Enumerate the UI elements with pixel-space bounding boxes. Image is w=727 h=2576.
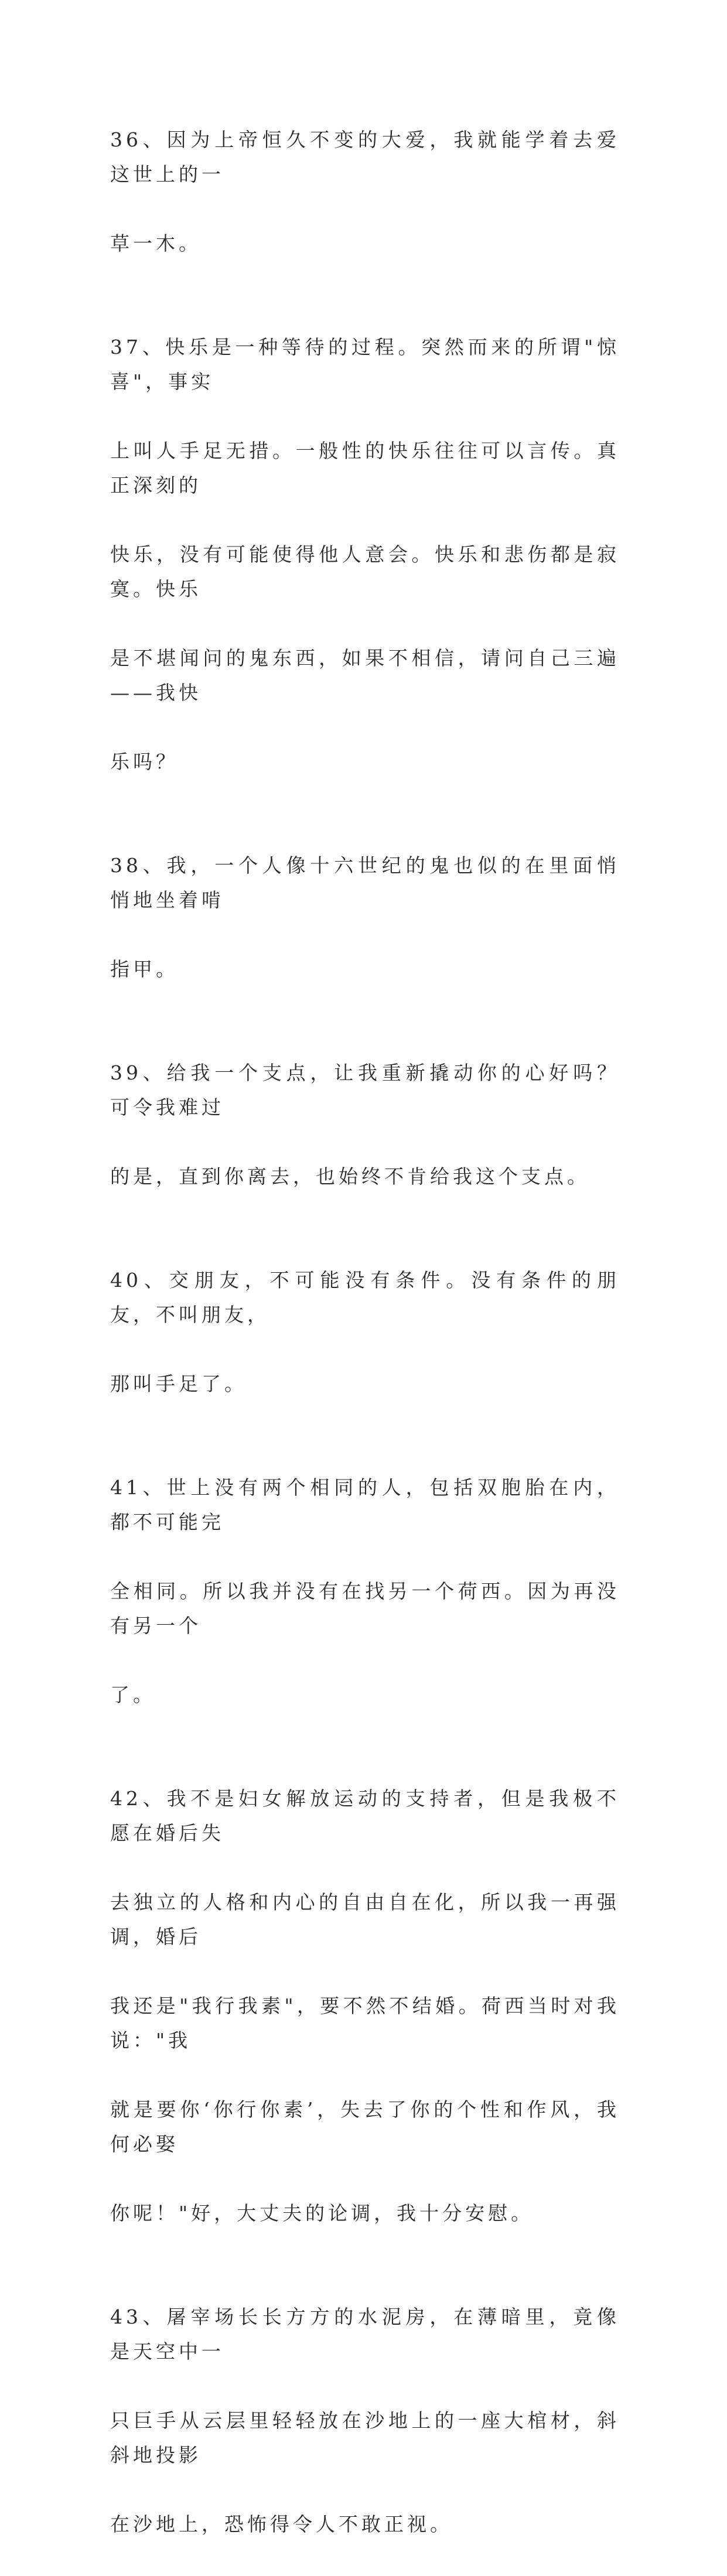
text-line: 我还是"我行我素"，要不然不结婚。荷西当时对我说："我: [110, 1994, 620, 2052]
paragraph-36: [110, 88, 620, 295]
paragraph-41: [110, 1436, 620, 1747]
text-line: 39、给我一个支点，让我重新撬动你的心好吗？可令我难过: [110, 1061, 620, 1119]
text-line: 在沙地上，恐怖得令人不敢正视。: [110, 2513, 453, 2536]
text-line: 草一木。: [110, 232, 202, 255]
paragraph-38: [110, 814, 620, 1021]
paragraph-42: [110, 1747, 620, 2265]
paragraph-39: [110, 1021, 620, 1228]
text-line: 40、交朋友，不可能没有条件。没有条件的朋友，不叫朋友，: [110, 1269, 620, 1326]
text-line: 37、快乐是一种等待的过程。突然而来的所谓"惊喜"，事实: [110, 336, 620, 393]
text-line: 只巨手从云层里轻轻放在沙地上的一座大棺材，斜斜地投影: [110, 2409, 620, 2466]
paragraph-43: [110, 2265, 620, 2576]
text-line: 全相同。所以我并没有在找另一个荷西。因为再没有另一个: [110, 1580, 620, 1637]
text-line: 43、屠宰场长长方方的水泥房，在薄暗里，竟像是天空中一: [110, 2305, 620, 2363]
text-line: 41、世上没有两个相同的人，包括双胞胎在内，都不可能完: [110, 1476, 620, 1533]
text-line: 了。: [110, 1683, 156, 1706]
text-line: 去独立的人格和内心的自由自在化，所以我一再强调，婚后: [110, 1891, 620, 1948]
text-line: 快乐，没有可能使得他人意会。快乐和悲伤都是寂寞。快乐: [110, 543, 620, 600]
text-line: 那叫手足了。: [110, 1372, 247, 1395]
text-line: 的是，直到你离去，也始终不肯给我这个支点。: [110, 1165, 590, 1188]
text-line: 上叫人手足无措。一般性的快乐往往可以言传。真正深刻的: [110, 439, 620, 497]
text-line: 你呢！"好，大丈夫的论调，我十分安慰。: [110, 2202, 534, 2225]
text-line: 乐吗？: [110, 750, 179, 773]
paragraph-40: [110, 1228, 620, 1436]
document-body: [110, 88, 620, 2576]
text-line: 42、我不是妇女解放运动的支持者，但是我极不愿在婚后失: [110, 1787, 620, 1844]
text-line: 38、我，一个人像十六世纪的鬼也似的在里面悄悄地坐着啃: [110, 854, 620, 911]
paragraph-37: [110, 295, 620, 814]
text-line: 就是要你‘你行你素’，失去了你的个性和作风，我何必娶: [110, 2098, 620, 2155]
text-line: 指甲。: [110, 958, 179, 980]
text-line: 36、因为上帝恒久不变的大爱，我就能学着去爱这世上的一: [110, 128, 620, 186]
text-line: 是不堪闻问的鬼东西，如果不相信，请问自己三遍——我快: [110, 647, 620, 704]
